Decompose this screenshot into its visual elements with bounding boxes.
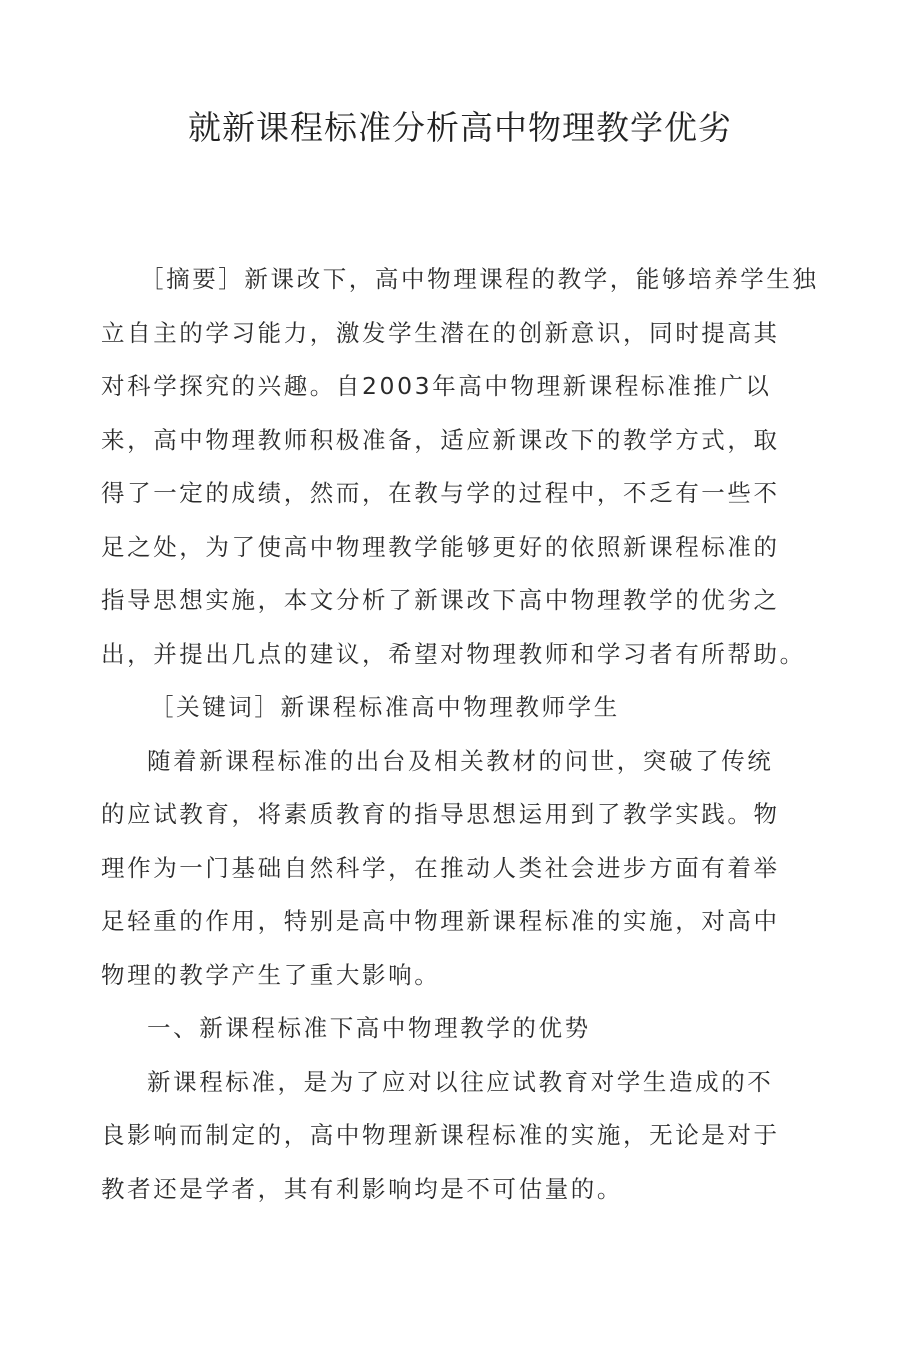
text-line: ［摘要］新课改下，高中物理课程的教学，能够培养学生独 [140,265,819,293]
text-line: 一、新课程标准下高中物理教学的优势 [147,1014,591,1042]
section-heading [101,1002,821,1056]
text-line: 指导思想实施，本文分析了新课改下高中物理教学的优劣之 [101,586,780,614]
section-paragraph [101,1056,821,1217]
text-line: 足之处，为了使高中物理教学能够更好的依照新课程标准的 [101,532,780,561]
text-line: 出，并提出几点的建议，希望对物理教师和学习者有所帮助。 [101,639,806,668]
keywords-paragraph [101,681,821,735]
text-line: 足轻重的作用，特别是高中物理新课程标准的实施，对高中 [101,907,780,935]
text-line: 物理的教学产生了重大影响。 [101,960,441,989]
text-line: 立自主的学习能力，激发学生潜在的创新意识，同时提高其 [101,318,780,347]
text-line: 得了一定的成绩，然而，在教与学的过程中，不乏有一些不 [101,479,780,507]
text-line: 教者还是学者，其有利影响均是不可估量的。 [101,1174,623,1203]
text-line: 随着新课程标准的出台及相关教材的问世，突破了传统 [147,746,774,775]
text-line: 对科学探究的兴趣。自2003年高中物理新课程标准推广以 [101,372,772,400]
text-line: ［关键词］新课程标准高中物理教师学生 [150,693,620,721]
text-line: 新课程标准，是为了应对以往应试教育对学生造成的不 [147,1067,774,1096]
text-line: 来，高中物理教师积极准备，适应新课改下的教学方式，取 [101,425,780,454]
abstract-paragraph [101,253,821,681]
document-title: 就新课程标准分析高中物理教学优劣 [188,108,732,147]
document-body [101,253,821,1216]
text-line: 的应试教育，将素质教育的指导思想运用到了教学实践。物 [101,800,780,828]
text-line: 良影响而制定的，高中物理新课程标准的实施，无论是对于 [101,1121,780,1149]
text-line: 理作为一门基础自然科学，在推动人类社会进步方面有着举 [101,853,780,882]
intro-paragraph [101,735,821,1003]
